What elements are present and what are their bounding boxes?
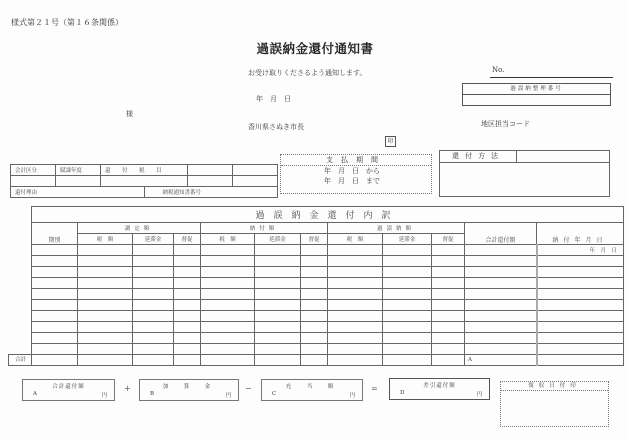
table-cell[interactable] [255,333,301,344]
letter-c: C [272,391,277,397]
issue-date: 年 月 日 [256,95,291,103]
col-tax-amount: 税 額 [328,234,383,245]
table-cell[interactable] [301,245,328,256]
table-cell[interactable] [537,267,624,278]
table-cell[interactable] [465,311,537,322]
table-cell[interactable] [383,267,432,278]
summary-label-b: 加 算 金 [162,384,216,390]
table-cell[interactable] [201,311,255,322]
unit-yen: 円 [349,393,355,399]
table-cell[interactable] [383,344,432,355]
total-row-label: 合計 [8,354,32,366]
info-cell[interactable] [188,176,233,187]
table-cell[interactable] [328,245,383,256]
info-cell[interactable] [233,165,278,176]
tax-year-label: 賦課年度 [56,165,101,176]
summary-box-c[interactable] [261,379,363,401]
table-cell[interactable] [301,333,328,344]
table-cell[interactable] [174,344,201,355]
table-cell[interactable] [537,300,624,311]
payment-date-header: 納付年月日 [537,223,624,245]
receipt-stamp-box [500,381,609,427]
table-cell[interactable] [133,267,174,278]
refund-method-field[interactable] [517,151,609,162]
table-cell[interactable] [78,300,133,311]
info-cell[interactable] [233,176,278,187]
notice-text: お受け取りくださるよう通知します。 [248,69,367,77]
table-cell[interactable] [32,289,78,300]
reference-number-label: 過誤納整理番号 [463,84,610,95]
table-cell[interactable] [301,289,328,300]
unit-yen: 円 [101,393,107,399]
table-cell[interactable] [201,322,255,333]
overpaid-amount-header: 過誤納額 [328,223,465,234]
table-cell[interactable] [133,344,174,355]
table-cell[interactable] [432,278,465,289]
refund-method-box [439,150,610,197]
table-cell[interactable] [78,355,133,366]
table-cell[interactable] [465,278,537,289]
table-cell[interactable] [537,355,624,366]
table-cell[interactable] [133,311,174,322]
info-table [10,164,278,198]
table-cell[interactable] [383,300,432,311]
receipt-stamp-label: 領収日付印 [501,382,608,391]
reference-number-field[interactable] [463,95,610,105]
unit-yen: 円 [476,392,482,398]
table-cell[interactable] [465,344,537,355]
total-refund-header: 合計還付額 [465,223,537,245]
total-row [32,355,624,366]
table-cell[interactable] [133,278,174,289]
table-cell[interactable] [537,311,624,322]
table-cell[interactable] [32,267,78,278]
table-cell[interactable] [383,333,432,344]
number-field-line[interactable] [490,77,613,78]
table-cell[interactable] [301,355,328,366]
table-cell[interactable] [201,355,255,366]
table-cell[interactable] [328,300,383,311]
paid-amount-header: 納付額 [201,223,328,234]
col-late-fee: 延滞金 [255,234,301,245]
table-cell[interactable] [201,278,255,289]
plus-operator: + [124,384,131,393]
col-tax-amount: 税 額 [201,234,255,245]
assessed-amount-header: 調定額 [78,223,201,234]
table-cell[interactable] [465,267,537,278]
table-cell[interactable] [432,256,465,267]
table-cell[interactable] [537,322,624,333]
table-cell[interactable] [201,300,255,311]
table-cell[interactable] [78,289,133,300]
table-cell[interactable] [174,289,201,300]
table-cell[interactable] [133,289,174,300]
table-cell[interactable] [78,322,133,333]
table-cell[interactable] [201,245,255,256]
table-cell[interactable] [328,267,383,278]
letter-b: B [150,391,155,397]
table-cell[interactable] [255,278,301,289]
summary-label-c: 充 当 額 [285,384,339,390]
table-cell[interactable] [328,355,383,366]
table-row [32,322,624,333]
table-cell[interactable] [383,289,432,300]
table-cell[interactable] [201,333,255,344]
table-cell[interactable] [537,333,624,344]
table-row [32,333,624,344]
payment-period-from[interactable]: 年 月 日 から [324,167,380,175]
period-header: 期別 [32,223,78,245]
table-cell[interactable] [174,300,201,311]
table-cell[interactable] [301,278,328,289]
table-cell[interactable] [328,289,383,300]
col-reminder-fee: 督促 [432,234,465,245]
receipt-stamp-area[interactable] [501,391,608,426]
reference-number-box [462,83,611,106]
district-code-label: 地区担当コード [481,120,530,128]
table-cell[interactable] [32,322,78,333]
table-cell[interactable] [201,289,255,300]
table-cell[interactable] [133,256,174,267]
table-cell[interactable] [301,322,328,333]
table-cell[interactable] [78,245,133,256]
number-label: No. [492,66,505,74]
letter-d: D [400,390,405,396]
table-cell[interactable] [32,344,78,355]
table-cell[interactable] [383,278,432,289]
col-reminder-fee: 督促 [174,234,201,245]
table-cell[interactable] [383,311,432,322]
table-cell[interactable] [255,311,301,322]
table-row [32,289,624,300]
minus-operator: − [245,384,252,393]
refund-method-label: 還付方法 [440,151,517,162]
col-late-fee: 延滞金 [383,234,432,245]
table-row [32,344,624,355]
breakdown-caption: 過誤納金還付内訳 [32,207,624,223]
table-cell[interactable] [174,311,201,322]
table-cell[interactable] [133,245,174,256]
table-cell[interactable] [432,311,465,322]
table-cell[interactable] [255,289,301,300]
table-row [32,278,624,289]
col-tax-amount: 税 額 [78,234,133,245]
table-row [32,267,624,278]
table-cell[interactable] [537,344,624,355]
table-cell[interactable] [383,245,432,256]
table-cell[interactable] [201,344,255,355]
table-row [32,245,624,256]
refund-tax-item-field[interactable] [101,176,188,187]
summary-label-a: 合計還付額 [52,384,85,390]
table-cell[interactable] [301,311,328,322]
accounting-division-label: 会計区分 [11,165,56,176]
unit-yen: 円 [225,393,231,399]
table-cell[interactable] [78,278,133,289]
table-cell[interactable] [255,344,301,355]
table-cell[interactable] [255,322,301,333]
table-row [32,256,624,267]
col-reminder-fee: 督促 [301,234,328,245]
document-title: 過誤納金還付通知書 [256,41,374,56]
table-cell[interactable] [432,267,465,278]
table-cell[interactable] [328,278,383,289]
table-cell[interactable] [537,289,624,300]
tax-notice-number-label: 納税通知書番号 [144,187,278,198]
table-cell[interactable] [32,300,78,311]
table-cell[interactable] [78,267,133,278]
table-cell[interactable] [383,355,432,366]
table-cell[interactable]: 年 月 日 [537,245,624,256]
table-cell[interactable] [537,256,624,267]
col-late-fee: 延滞金 [133,234,174,245]
table-cell[interactable] [465,333,537,344]
table-cell[interactable] [32,355,78,366]
table-cell[interactable] [133,333,174,344]
accounting-division-field[interactable] [11,176,56,187]
form-number: 様式第２１号（第１６条関係） [11,18,123,27]
table-cell[interactable] [255,300,301,311]
table-cell[interactable] [32,311,78,322]
table-cell[interactable] [255,355,301,366]
table-cell[interactable] [255,267,301,278]
table-cell[interactable] [432,245,465,256]
table-cell[interactable] [465,300,537,311]
table-cell[interactable] [78,344,133,355]
table-cell[interactable]: A [465,355,537,366]
table-cell[interactable] [432,344,465,355]
summary-box-b[interactable] [139,379,239,401]
table-cell[interactable] [201,267,255,278]
table-cell[interactable] [301,267,328,278]
table-cell[interactable] [133,300,174,311]
table-cell[interactable] [78,333,133,344]
table-row [32,311,624,322]
table-cell[interactable] [174,333,201,344]
table-cell[interactable] [32,245,78,256]
table-cell[interactable] [174,355,201,366]
addressee-suffix: 様 [126,110,133,118]
table-cell[interactable] [255,256,301,267]
payment-period-title: 支払期間 [281,155,431,166]
seal-icon: 印 [385,136,396,147]
table-cell[interactable] [383,256,432,267]
summary-label-d: 差引還付額 [423,383,456,389]
equals-operator: = [371,384,378,393]
table-cell[interactable] [201,256,255,267]
table-cell[interactable] [78,256,133,267]
table-cell[interactable] [174,267,201,278]
table-cell[interactable] [32,278,78,289]
table-cell[interactable] [174,245,201,256]
table-cell[interactable] [328,256,383,267]
refund-reason-label: 還付理由 [11,187,145,198]
table-cell[interactable] [78,311,133,322]
summary-box-d[interactable] [389,378,490,400]
table-cell[interactable] [301,300,328,311]
table-cell[interactable] [465,256,537,267]
table-cell[interactable] [432,300,465,311]
table-cell[interactable] [328,344,383,355]
table-cell[interactable] [133,355,174,366]
table-cell[interactable] [465,322,537,333]
table-cell[interactable] [174,256,201,267]
table-cell[interactable] [432,355,465,366]
table-cell[interactable] [328,322,383,333]
table-cell[interactable] [174,322,201,333]
table-cell[interactable] [432,289,465,300]
table-cell[interactable] [328,333,383,344]
table-cell[interactable] [432,322,465,333]
table-cell[interactable] [465,245,537,256]
table-cell[interactable] [301,344,328,355]
table-cell[interactable] [328,311,383,322]
table-row [32,300,624,311]
table-cell[interactable] [301,256,328,267]
refund-tax-item-label: 還 付 税 目 [101,165,188,176]
info-cell[interactable] [188,165,233,176]
table-cell[interactable] [174,278,201,289]
table-cell[interactable] [537,278,624,289]
table-cell[interactable] [432,333,465,344]
payment-period-to[interactable]: 年 月 日 まで [324,177,380,185]
summary-box-a[interactable] [22,379,115,401]
table-cell[interactable] [255,245,301,256]
table-cell[interactable] [32,333,78,344]
table-cell[interactable] [465,289,537,300]
table-cell[interactable] [32,256,78,267]
table-cell[interactable] [133,322,174,333]
tax-year-field[interactable] [56,176,101,187]
letter-a: A [33,391,37,397]
payment-period-box [280,154,432,194]
table-cell[interactable] [383,322,432,333]
issuer-name: 香川県さぬき市長 [248,123,304,131]
refund-breakdown-table [31,206,624,366]
